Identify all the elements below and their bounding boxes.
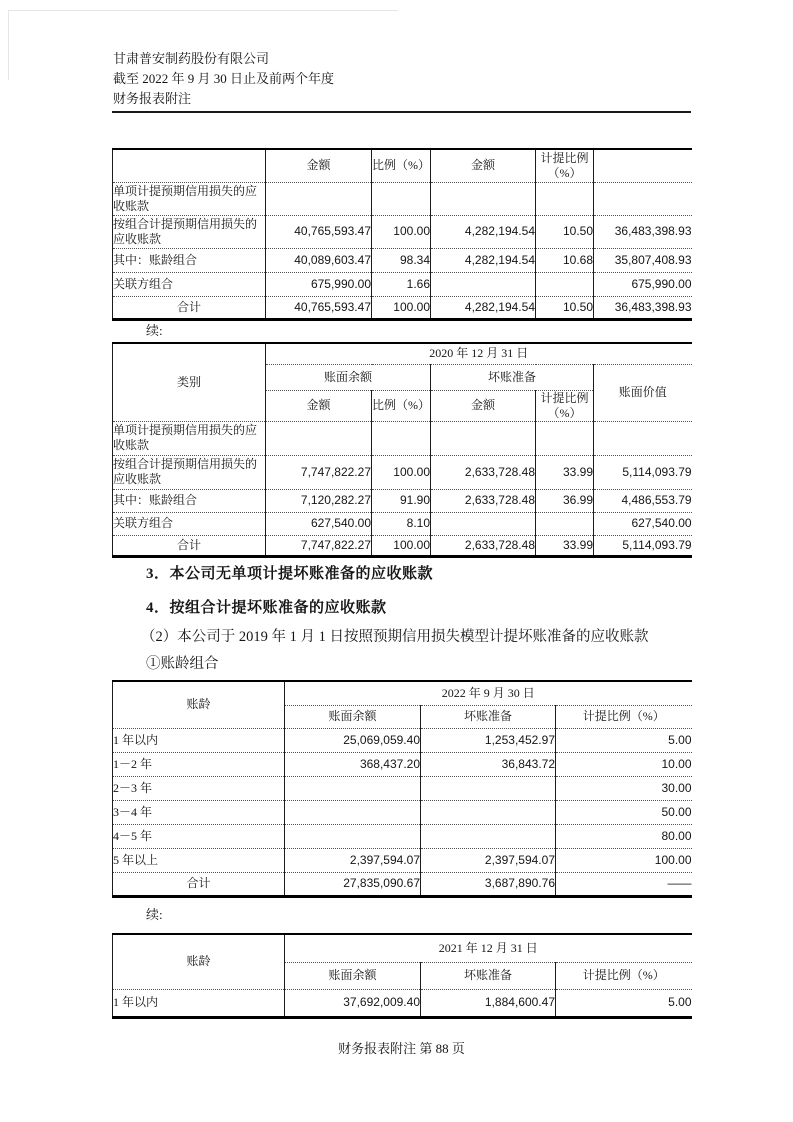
value-cell: 7,747,822.27 xyxy=(266,535,372,556)
row-label-cell: 关联方组合 xyxy=(113,272,266,296)
section-4-heading: 4．按组合计提坏账准备的应收账款 xyxy=(146,600,387,616)
value-cell: 50.00 xyxy=(556,800,692,824)
table-row xyxy=(113,215,692,248)
header-cell: 坏账准备 xyxy=(421,705,556,728)
value-cell: 10.50 xyxy=(536,215,594,248)
value-cell: 4,282,194.54 xyxy=(431,215,536,248)
value-cell: 36,483,398.93 xyxy=(594,296,692,319)
header-cell xyxy=(594,149,692,182)
value-cell: 100.00 xyxy=(556,848,692,872)
value-cell: 33.99 xyxy=(536,455,594,489)
row-label-cell: 合计 xyxy=(113,535,266,556)
row-label-cell: 1 年以内 xyxy=(113,989,285,1017)
header-cell: 计提比例（%） xyxy=(556,962,692,989)
value-cell: —— xyxy=(556,872,692,896)
value-cell xyxy=(421,800,556,824)
value-cell: 5.00 xyxy=(556,728,692,752)
value-cell: 36.99 xyxy=(536,489,594,512)
value-cell xyxy=(431,182,536,215)
value-cell xyxy=(431,421,536,455)
value-cell: 4,282,194.54 xyxy=(431,248,536,272)
date-header-cell: 2021 年 12 月 31 日 xyxy=(285,934,692,962)
paragraph-aging-group: ①账龄组合 xyxy=(146,656,219,672)
table-total-row xyxy=(113,872,692,896)
table-row xyxy=(113,848,692,872)
header-cell: 金额 xyxy=(431,149,536,182)
value-cell: 627,540.00 xyxy=(594,512,692,535)
value-cell: 1,884,600.47 xyxy=(421,989,556,1017)
value-cell: 2,633,728.48 xyxy=(431,535,536,556)
value-cell: 10.68 xyxy=(536,248,594,272)
value-cell: 91.90 xyxy=(372,489,431,512)
value-cell: 2,397,594.07 xyxy=(421,848,556,872)
report-period: 截至 2022 年 9 月 30 日止及前两个年度 xyxy=(113,71,335,86)
table xyxy=(112,342,692,558)
header-divider xyxy=(112,111,691,113)
value-cell xyxy=(536,272,594,296)
paragraph-item-2: （2）本公司于 2019 年 1 月 1 日按照预期信用损失模型计提坏账准备的应收账款 xyxy=(141,629,649,645)
value-cell: 2,397,594.07 xyxy=(285,848,421,872)
row-label-cell: 合计 xyxy=(113,296,266,319)
value-cell: 368,437.20 xyxy=(285,752,421,776)
header-cell: 比例（%） xyxy=(372,149,431,182)
row-label-cell: 4－5 年 xyxy=(113,824,285,848)
header-cell: 坏账准备 xyxy=(421,962,556,989)
value-cell xyxy=(285,776,421,800)
header-cell: 账面余额 xyxy=(285,962,421,989)
table-total-row xyxy=(113,535,692,556)
category-table-2020 xyxy=(112,342,692,558)
value-cell: 5,114,093.79 xyxy=(594,455,692,489)
value-cell xyxy=(266,182,372,215)
table xyxy=(112,148,692,321)
table-row xyxy=(113,989,692,1017)
value-cell: 30.00 xyxy=(556,776,692,800)
value-cell: 27,835,090.67 xyxy=(285,872,421,896)
header-cell: 账面价值 xyxy=(594,364,692,421)
value-cell: 5,114,093.79 xyxy=(594,535,692,556)
value-cell xyxy=(594,182,692,215)
row-label-cell: 按组合计提预期信用损失的应收账款 xyxy=(113,215,266,248)
value-cell: 33.99 xyxy=(536,535,594,556)
header-cell: 账面余额 xyxy=(266,364,431,390)
table-total-row xyxy=(113,296,692,319)
scan-artifact-line xyxy=(8,10,398,11)
table-row xyxy=(113,728,692,752)
value-cell: 25,069,059.40 xyxy=(285,728,421,752)
table xyxy=(112,933,692,1019)
header-cell: 计提比例（%） xyxy=(536,390,594,421)
section-3-heading: 3．本公司无单项计提坏账准备的应收账款 xyxy=(146,566,434,582)
scan-artifact-line xyxy=(8,10,9,80)
value-cell xyxy=(421,824,556,848)
value-cell xyxy=(431,272,536,296)
row-label-cell: 5 年以上 xyxy=(113,848,285,872)
row-label-cell: 其中：账龄组合 xyxy=(113,489,266,512)
value-cell xyxy=(285,800,421,824)
header-cell: 计提比例（%） xyxy=(536,149,594,182)
table-header-row xyxy=(113,681,692,705)
continued-label: 续: xyxy=(146,323,163,338)
company-name: 甘肃普安制药股份有限公司 xyxy=(113,51,270,66)
row-label-cell: 单项计提预期信用损失的应收账款 xyxy=(113,182,266,215)
value-cell: 36,843.72 xyxy=(421,752,556,776)
value-cell xyxy=(372,182,431,215)
row-label-cell: 按组合计提预期信用损失的应收账款 xyxy=(113,455,266,489)
value-cell: 100.00 xyxy=(372,296,431,319)
table-row xyxy=(113,455,692,489)
value-cell: 37,692,009.40 xyxy=(285,989,421,1017)
value-cell xyxy=(285,824,421,848)
value-cell xyxy=(431,512,536,535)
table-row xyxy=(113,182,692,215)
value-cell: 40,765,593.47 xyxy=(266,215,372,248)
row-label-cell: 3－4 年 xyxy=(113,800,285,824)
value-cell: 40,765,593.47 xyxy=(266,296,372,319)
value-cell: 8.10 xyxy=(372,512,431,535)
value-cell: 98.34 xyxy=(372,248,431,272)
table-row xyxy=(113,272,692,296)
value-cell: 10.50 xyxy=(536,296,594,319)
value-cell: 4,486,553.79 xyxy=(594,489,692,512)
page-footer: 财务报表附注 第 88 页 xyxy=(338,1041,465,1056)
value-cell xyxy=(536,512,594,535)
table-header-row xyxy=(113,343,692,364)
value-cell: 10.00 xyxy=(556,752,692,776)
value-cell: 100.00 xyxy=(372,535,431,556)
table-row xyxy=(113,489,692,512)
header-cell: 计提比例（%） xyxy=(556,705,692,728)
header-cell: 类别 xyxy=(113,343,266,421)
table-row xyxy=(113,248,692,272)
table-row xyxy=(113,512,692,535)
header-cell: 账面余额 xyxy=(285,705,421,728)
header-cell: 账龄 xyxy=(113,934,285,989)
value-cell: 5.00 xyxy=(556,989,692,1017)
value-cell: 7,747,822.27 xyxy=(266,455,372,489)
document-title: 财务报表附注 xyxy=(113,91,192,106)
row-label-cell: 单项计提预期信用损失的应收账款 xyxy=(113,421,266,455)
aging-table-2022 xyxy=(112,680,692,898)
category-table-continued xyxy=(112,148,692,321)
continued-label: 续: xyxy=(146,907,163,922)
aging-table-2021 xyxy=(112,933,692,1019)
header-cell: 金额 xyxy=(266,390,372,421)
value-cell: 675,990.00 xyxy=(594,272,692,296)
value-cell: 4,282,194.54 xyxy=(431,296,536,319)
date-header-cell: 2022 年 9 月 30 日 xyxy=(285,681,692,705)
value-cell: 35,807,408.93 xyxy=(594,248,692,272)
value-cell xyxy=(266,421,372,455)
value-cell: 1.66 xyxy=(372,272,431,296)
header-cell: 金额 xyxy=(266,149,372,182)
header-cell: 比例（%） xyxy=(372,390,431,421)
table xyxy=(112,680,692,898)
value-cell: 627,540.00 xyxy=(266,512,372,535)
header-cell: 金额 xyxy=(431,390,536,421)
table-header-row xyxy=(113,934,692,962)
value-cell: 2,633,728.48 xyxy=(431,489,536,512)
table-row xyxy=(113,824,692,848)
row-label-cell: 1 年以内 xyxy=(113,728,285,752)
table-header-row xyxy=(113,149,692,182)
value-cell xyxy=(536,182,594,215)
table-row xyxy=(113,800,692,824)
value-cell xyxy=(536,421,594,455)
value-cell: 7,120,282.27 xyxy=(266,489,372,512)
value-cell: 2,633,728.48 xyxy=(431,455,536,489)
value-cell: 1,253,452.97 xyxy=(421,728,556,752)
row-label-cell: 合计 xyxy=(113,872,285,896)
value-cell xyxy=(372,421,431,455)
row-label-cell: 关联方组合 xyxy=(113,512,266,535)
value-cell: 40,089,603.47 xyxy=(266,248,372,272)
value-cell: 36,483,398.93 xyxy=(594,215,692,248)
table-row xyxy=(113,752,692,776)
table-row xyxy=(113,776,692,800)
value-cell: 675,990.00 xyxy=(266,272,372,296)
value-cell xyxy=(421,776,556,800)
header-cell: 坏账准备 xyxy=(431,364,594,390)
row-label-cell: 2－3 年 xyxy=(113,776,285,800)
value-cell: 100.00 xyxy=(372,215,431,248)
document-header xyxy=(113,49,334,109)
header-cell xyxy=(113,149,266,182)
value-cell: 80.00 xyxy=(556,824,692,848)
date-header-cell: 2020 年 12 月 31 日 xyxy=(266,343,692,364)
row-label-cell: 1－2 年 xyxy=(113,752,285,776)
row-label-cell: 其中：账龄组合 xyxy=(113,248,266,272)
value-cell xyxy=(594,421,692,455)
value-cell: 100.00 xyxy=(372,455,431,489)
table-row xyxy=(113,421,692,455)
value-cell: 3,687,890.76 xyxy=(421,872,556,896)
header-cell: 账龄 xyxy=(113,681,285,728)
